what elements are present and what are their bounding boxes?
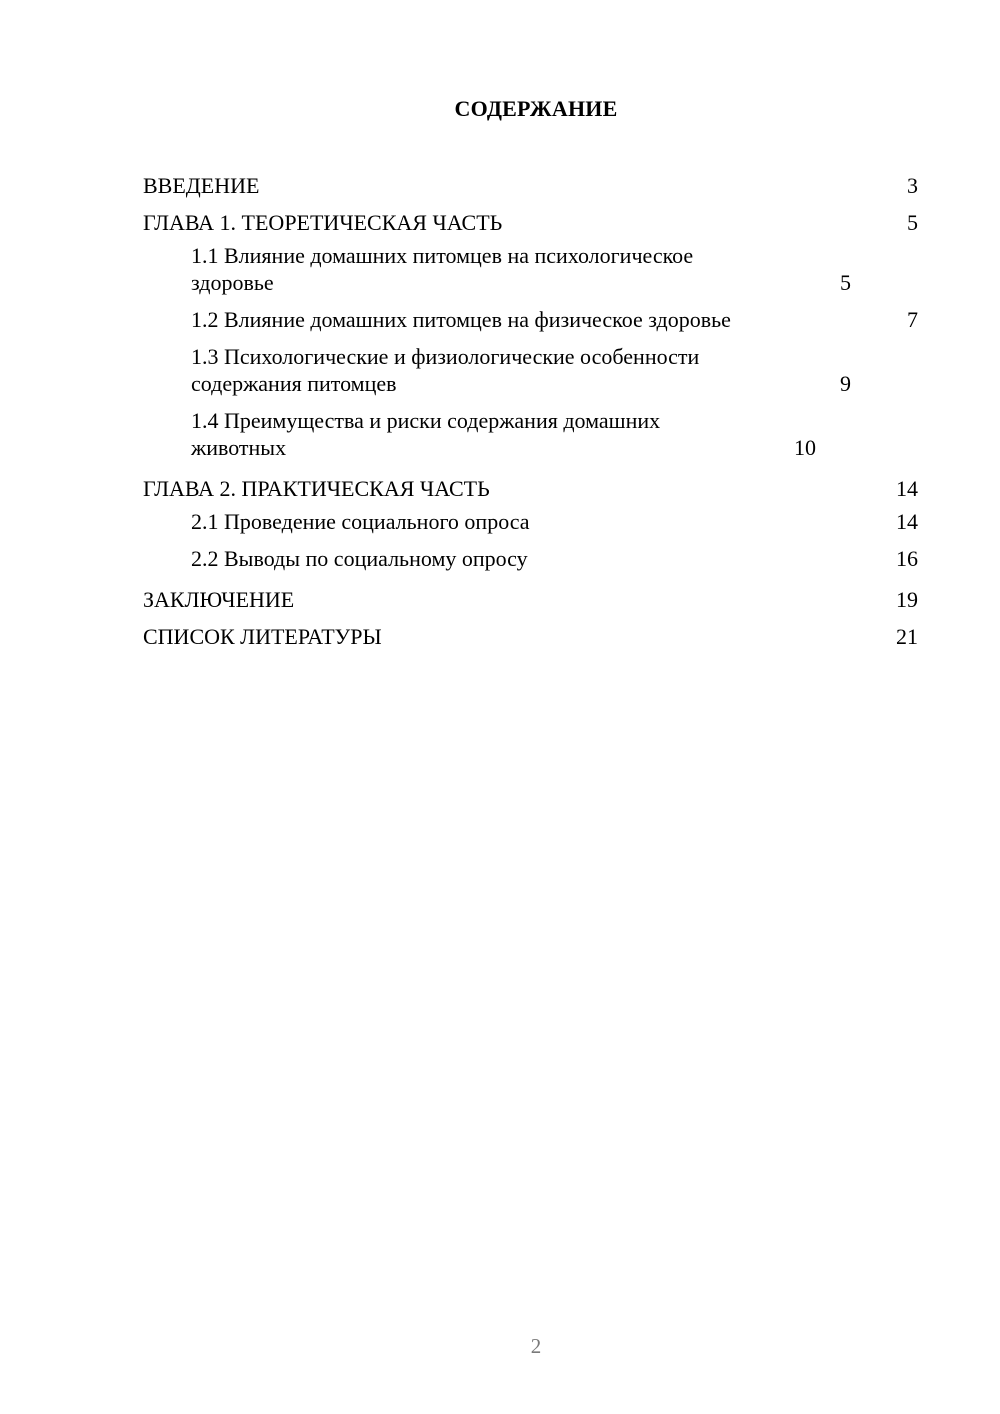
toc-entry-section-2-2[interactable]	[143, 545, 918, 572]
toc-entry-section-2-1[interactable]	[143, 508, 918, 535]
page-title: СОДЕРЖАНИЕ	[454, 96, 618, 121]
toc-entry-chapter-2[interactable]	[143, 471, 918, 508]
toc-entry-page: 7	[907, 307, 918, 332]
toc-entry-label: ГЛАВА 1. ТЕОРЕТИЧЕСКАЯ ЧАСТЬ	[143, 210, 503, 235]
toc-entry-chapter-1[interactable]	[143, 205, 918, 242]
toc-entry-section-1-1[interactable]	[143, 242, 918, 296]
toc-entry-section-1-2[interactable]	[143, 306, 918, 333]
toc-entry-page: 19	[896, 587, 918, 612]
toc-entry-page: 5	[907, 210, 918, 235]
toc-entry-conclusion[interactable]	[143, 582, 918, 619]
toc-entry-label: ЗАКЛЮЧЕНИЕ	[143, 587, 295, 612]
toc-entry-label: 1.1 Влияние домашних питомцев на психологическое здоровье	[191, 243, 694, 295]
toc-entry-section-1-4[interactable]	[143, 407, 918, 461]
toc-entry-page: 9	[840, 371, 851, 396]
toc-entry-page: 3	[907, 173, 918, 198]
toc-entry-page: 14	[896, 476, 918, 501]
table-of-contents	[143, 168, 918, 656]
toc-entry-label: ГЛАВА 2. ПРАКТИЧЕСКАЯ ЧАСТЬ	[143, 476, 490, 501]
page-number: 2	[530, 1334, 542, 1358]
toc-entry-references[interactable]	[143, 619, 918, 656]
toc-entry-introduction[interactable]	[143, 168, 918, 205]
toc-entry-page: 10	[794, 435, 816, 460]
toc-entry-label: 1.4 Преимущества и риски содержания домашних животных	[191, 408, 661, 460]
toc-entry-page: 16	[896, 546, 918, 571]
toc-entry-label: ВВЕДЕНИЕ	[143, 173, 260, 198]
toc-entry-label: 1.3 Психологические и физиологические особенности содержания питомцев	[191, 344, 700, 396]
toc-entry-label: 2.1 Проведение социального опроса	[191, 509, 530, 534]
toc-entry-label: СПИСОК ЛИТЕРАТУРЫ	[143, 624, 382, 649]
toc-entry-page: 14	[896, 509, 918, 534]
toc-entry-section-1-3[interactable]	[143, 343, 918, 397]
toc-entry-page: 21	[896, 624, 918, 649]
toc-entry-label: 1.2 Влияние домашних питомцев на физическое здоровье	[191, 307, 731, 332]
toc-entry-label: 2.2 Выводы по социальному опросу	[191, 546, 528, 571]
toc-entry-page: 5	[840, 270, 851, 295]
